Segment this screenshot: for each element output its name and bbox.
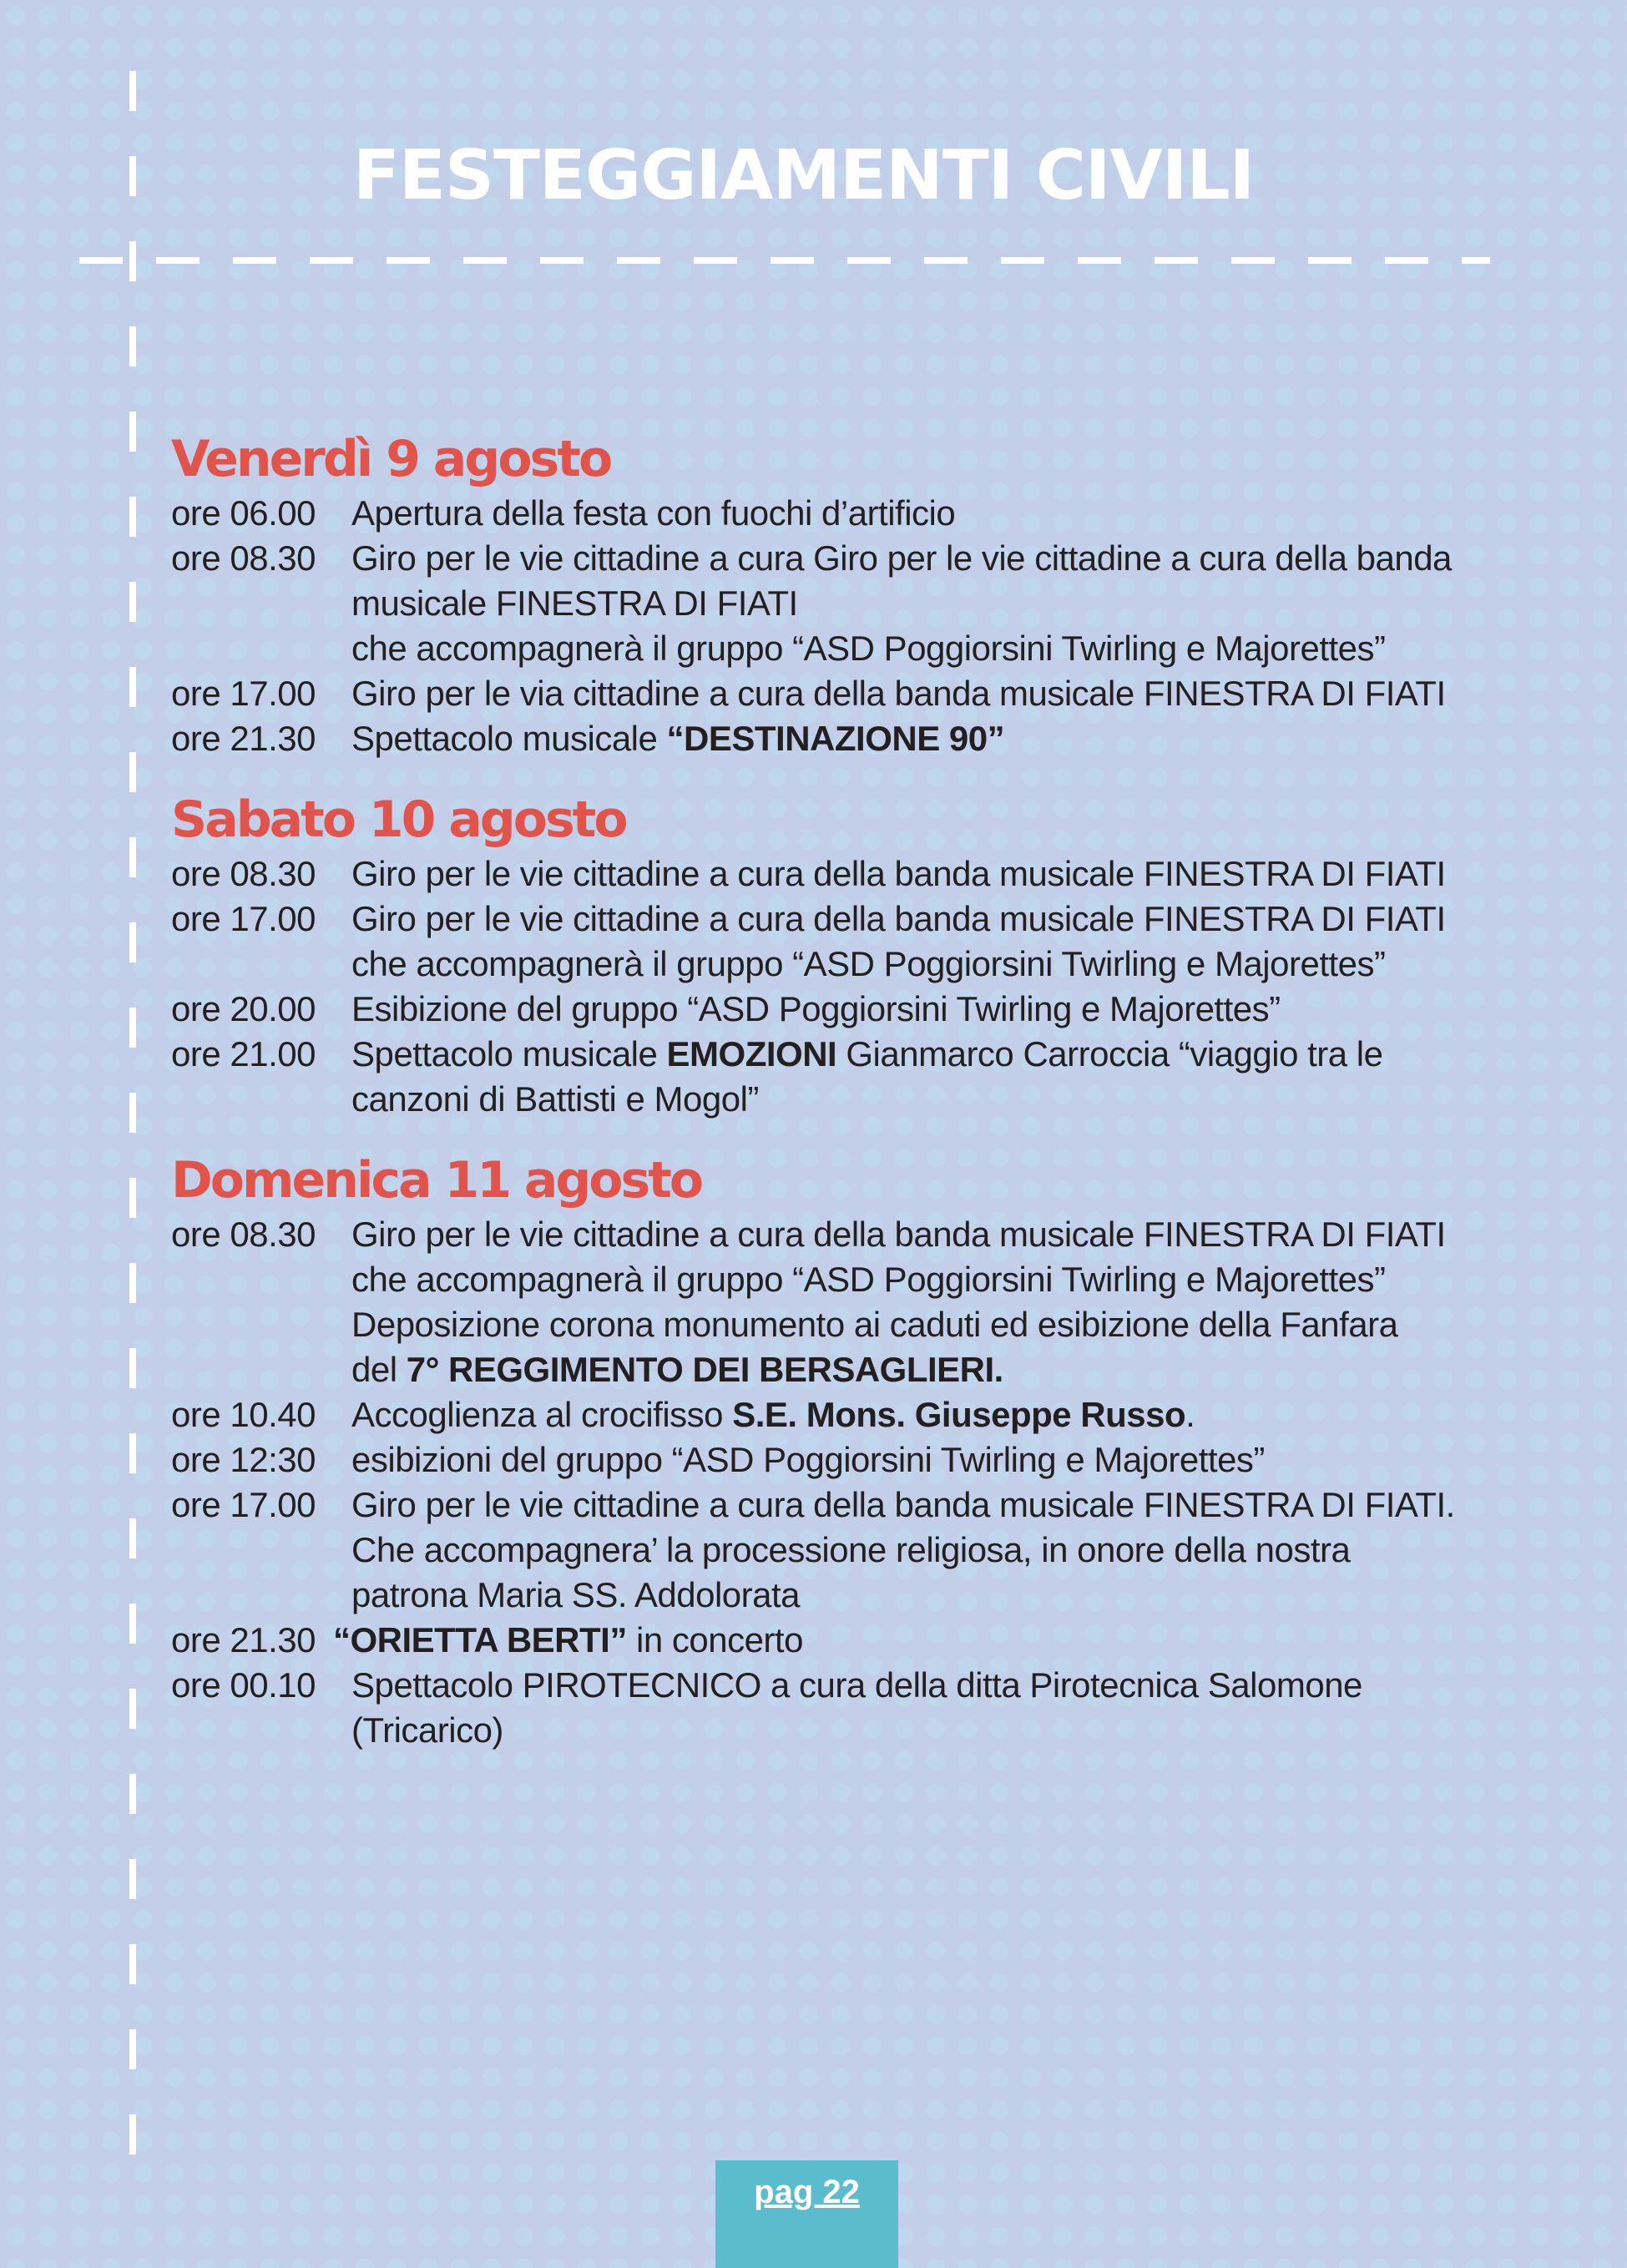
event-line bbox=[351, 1392, 1549, 1437]
event-highlight: EMOZIONI bbox=[666, 1034, 837, 1073]
event-line: Apertura della festa con fuochi d’artificio bbox=[351, 493, 956, 533]
event-text: . bbox=[1185, 1395, 1195, 1434]
event-line: esibizioni del gruppo “ASD Poggiorsini Twirling e Majorettes” bbox=[351, 1440, 1265, 1479]
event-line: Giro per le vie cittadine a cura della banda musicale FINESTRA DI FIATI bbox=[351, 899, 1446, 938]
page-number: pag 22 bbox=[754, 2174, 860, 2210]
event-time: ore 06.00 bbox=[171, 493, 316, 533]
event-highlight: “ORIETTA BERTI” bbox=[333, 1620, 627, 1659]
event-line: che accompagnerà il gruppo “ASD Poggiorsini Twirling e Majorettes” bbox=[351, 944, 1386, 983]
event-time: ore 08.30 bbox=[171, 538, 316, 578]
event-time: ore 17.00 bbox=[171, 899, 316, 938]
event-text: in concerto bbox=[626, 1620, 803, 1659]
event-description bbox=[351, 1392, 1549, 1437]
event-line bbox=[351, 1347, 1549, 1392]
event-line: Che accompagnera’ la processione religiosa, in onore della nostra bbox=[351, 1530, 1351, 1569]
event-description bbox=[351, 897, 1549, 987]
dashed-horizontal-divider bbox=[79, 257, 1490, 264]
event-line: Spettacolo PIROTECNICO a cura della ditta Pirotecnica Salomone bbox=[351, 1665, 1362, 1705]
event-line bbox=[333, 1618, 1549, 1663]
event-time: ore 21.30 bbox=[171, 1620, 316, 1659]
event-description bbox=[351, 536, 1549, 671]
event-line: (Tricarico) bbox=[351, 1710, 503, 1750]
event-description bbox=[351, 1483, 1549, 1618]
event-description bbox=[333, 1618, 1549, 1663]
day-heading: Venerdì 9 agosto bbox=[171, 430, 611, 488]
event-line: Giro per le vie cittadine a cura Giro per le vie cittadine a cura della banda bbox=[351, 538, 1452, 578]
event-row bbox=[171, 851, 1549, 897]
event-row bbox=[171, 671, 1549, 716]
event-line: Esibizione del gruppo “ASD Poggiorsini Twirling e Majorettes” bbox=[351, 989, 1281, 1028]
event-row bbox=[171, 1032, 1549, 1122]
event-line: Giro per le vie cittadine a cura della banda musicale FINESTRA DI FIATI bbox=[351, 854, 1446, 893]
event-description bbox=[351, 1032, 1549, 1122]
event-text: del bbox=[351, 1350, 407, 1389]
event-time: ore 12:30 bbox=[171, 1440, 316, 1479]
event-line: Deposizione corona monumento ai caduti ed esibizione della Fanfara bbox=[351, 1305, 1398, 1344]
event-line: Giro per le vie cittadine a cura della banda musicale FINESTRA DI FIATI. bbox=[351, 1485, 1455, 1524]
event-line bbox=[351, 1032, 1549, 1077]
event-description bbox=[351, 987, 1549, 1032]
page-title: FESTEGGIAMENTI CIVILI bbox=[352, 136, 1255, 215]
event-time: ore 21.30 bbox=[171, 719, 316, 758]
event-description bbox=[351, 851, 1549, 897]
event-description bbox=[351, 671, 1549, 716]
event-line: Giro per le via cittadine a cura della banda musicale FINESTRA DI FIATI bbox=[351, 674, 1446, 713]
event-time: ore 17.00 bbox=[171, 1485, 316, 1524]
event-time: ore 08.30 bbox=[171, 1215, 316, 1254]
event-row bbox=[171, 1212, 1549, 1392]
page-number-box bbox=[715, 2160, 898, 2268]
program-content bbox=[171, 430, 1549, 1753]
event-row bbox=[171, 987, 1549, 1032]
event-row bbox=[171, 1618, 1549, 1663]
event-time: ore 10.40 bbox=[171, 1395, 316, 1434]
event-text: Spettacolo musicale bbox=[351, 1034, 667, 1073]
event-text: Spettacolo musicale bbox=[351, 719, 667, 758]
event-row bbox=[171, 536, 1549, 671]
event-time: ore 00.10 bbox=[171, 1665, 316, 1705]
event-line: canzoni di Battisti e Mogol” bbox=[351, 1079, 759, 1119]
event-text: Gianmarco Carroccia “viaggio tra le bbox=[836, 1034, 1383, 1073]
event-time: ore 17.00 bbox=[171, 674, 316, 713]
event-row bbox=[171, 1437, 1549, 1483]
event-description bbox=[351, 1437, 1549, 1483]
event-description bbox=[351, 1663, 1549, 1753]
day-heading: Domenica 11 agosto bbox=[171, 1151, 702, 1210]
event-row bbox=[171, 1663, 1549, 1753]
event-line: che accompagnerà il gruppo “ASD Poggiorsini Twirling e Majorettes” bbox=[351, 629, 1386, 668]
event-line: patrona Maria SS. Addolorata bbox=[351, 1575, 801, 1614]
event-row bbox=[171, 1392, 1549, 1437]
event-highlight: “DESTINAZIONE 90” bbox=[666, 719, 1005, 758]
day-heading: Sabato 10 agosto bbox=[171, 791, 626, 849]
event-line: Giro per le vie cittadine a cura della banda musicale FINESTRA DI FIATI bbox=[351, 1215, 1446, 1254]
dashed-vertical-divider bbox=[129, 71, 136, 2158]
event-row bbox=[171, 897, 1549, 987]
event-description bbox=[351, 491, 1549, 536]
event-row bbox=[171, 1483, 1549, 1618]
event-time: ore 21.00 bbox=[171, 1034, 316, 1073]
event-line: musicale FINESTRA DI FIATI bbox=[351, 583, 798, 623]
event-time: ore 08.30 bbox=[171, 854, 316, 893]
event-time: ore 20.00 bbox=[171, 989, 316, 1028]
event-highlight: S.E. Mons. Giuseppe Russo bbox=[732, 1395, 1186, 1434]
event-description bbox=[351, 1212, 1549, 1392]
event-description bbox=[351, 716, 1549, 761]
event-row bbox=[171, 716, 1549, 761]
event-line bbox=[351, 716, 1549, 761]
event-highlight: 7° REGGIMENTO DEI BERSAGLIERI. bbox=[406, 1350, 1003, 1389]
event-line: che accompagnerà il gruppo “ASD Poggiorsini Twirling e Majorettes” bbox=[351, 1260, 1386, 1299]
event-row bbox=[171, 491, 1549, 536]
event-text: Accoglienza al crocifisso bbox=[351, 1395, 733, 1434]
